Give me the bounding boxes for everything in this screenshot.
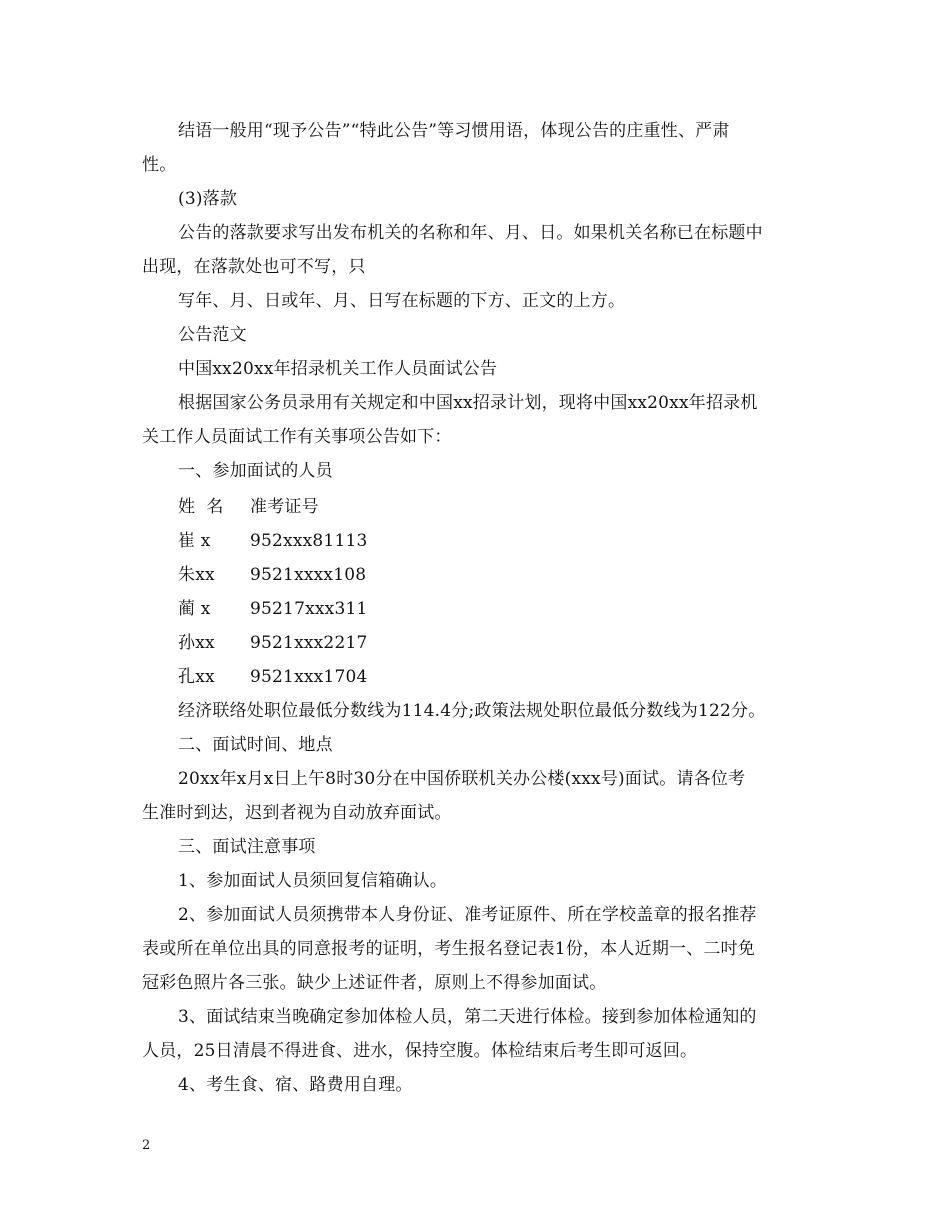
section-heading: (3)落款 [178,189,238,209]
candidate-name: 孔xx [178,667,215,687]
paragraph-line: 2、参加面试人员须携带本人身份证、准考证原件、所在学校盖章的报名推荐 [178,905,757,925]
paragraph-line: 经济联络处职位最低分数线为114.4分;政策法规处职位最低分数线为122分。 [178,701,766,721]
section-heading: 三、面试注意事项 [178,837,316,857]
paragraph-line: 公告的落款要求写出发布机关的名称和年、月、日。如果机关名称已在标题中 [178,223,763,243]
paragraph-line: 20xx年x月x日上午8时30分在中国侨联机关办公楼(xxx号)面试。请各位考 [178,769,746,789]
notice-title: 中国xx20xx年招录机关工作人员面试公告 [178,359,498,379]
paragraph-line: 性。 [142,155,177,175]
paragraph-line: 写年、月、日或年、月、日写在标题的下方、正文的上方。 [178,291,626,311]
paragraph-line: 生准时到达，迟到者视为自动放弃面试。 [142,803,452,823]
candidate-id: 95217xxx311 [250,599,368,619]
candidate-id: 9521xxx2217 [250,633,368,653]
candidate-name: 朱xx [178,565,215,585]
candidate-id: 9521xxx1704 [250,667,368,687]
page-number: 2 [142,1138,151,1153]
paragraph-line: 表或所在单位出具的同意报考的证明，考生报名登记表1份，本人近期一、二吋免 [142,939,756,959]
section-heading: 一、参加面试的人员 [178,461,333,481]
paragraph-line: 4、考生食、宿、路费用自理。 [178,1075,413,1095]
paragraph-line: 关工作人员面试工作有关事项公告如下： [142,427,452,447]
header-name: 姓 名 [178,497,224,517]
candidate-name: 蔺 x [178,599,211,619]
section-heading: 二、面试时间、地点 [178,735,333,755]
paragraph-line: 冠彩色照片各三张。缺少上述证件者，原则上不得参加面试。 [142,973,607,993]
candidate-id: 9521xxxx108 [250,565,367,585]
candidate-name: 孙xx [178,633,215,653]
paragraph-line: 人员，25日清晨不得进食、进水，保持空腹。体检结束后考生即可返回。 [142,1041,698,1061]
section-heading: 公告范文 [178,325,247,345]
paragraph-line: 出现，在落款处也可不写，只 [142,257,366,277]
candidate-name: 崔 x [178,531,211,551]
paragraph-line: 3、面试结束当晚确定参加体检人员，第二天进行体检。接到参加体检通知的 [178,1007,757,1027]
header-id: 准考证号 [250,497,319,517]
paragraph-line: 根据国家公务员录用有关规定和中国xx招录计划，现将中国xx20xx年招录机 [178,393,758,413]
paragraph-line: 结语一般用“现予公告”“特此公告”等习惯用语，体现公告的庄重性、严肃 [178,121,730,141]
candidate-id: 952xxx81113 [250,531,368,551]
paragraph-line: 1、参加面试人员须回复信箱确认。 [178,871,448,891]
